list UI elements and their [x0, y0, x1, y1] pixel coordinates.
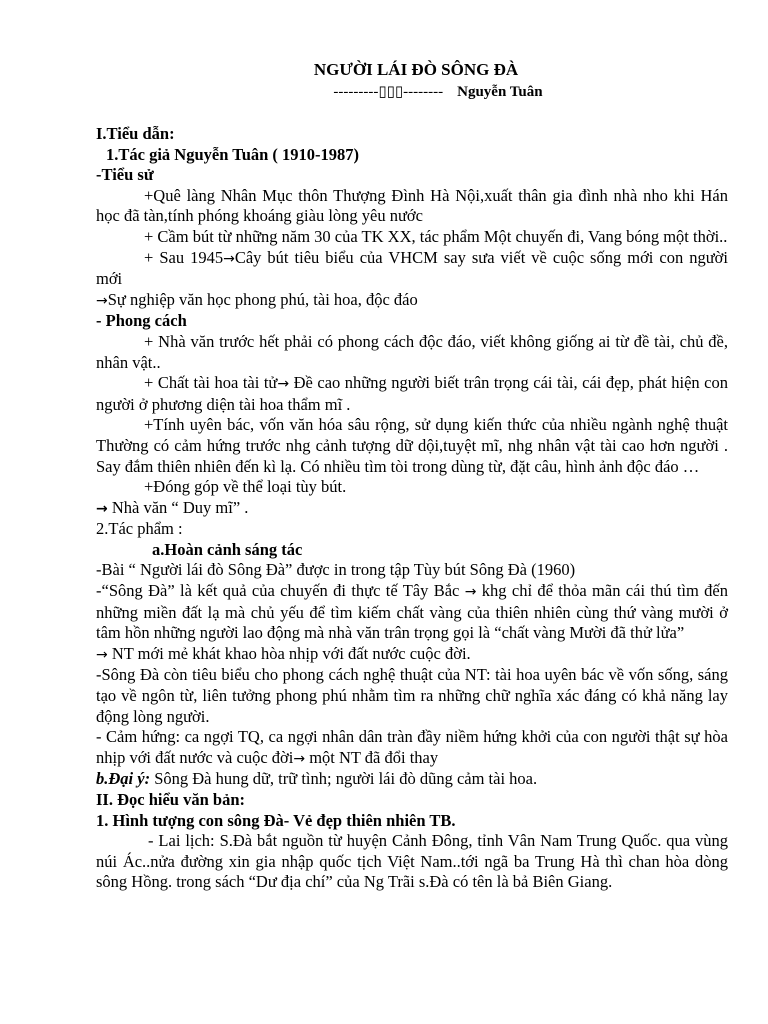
text-cam-hung: - Cảm hứng: ca ngợi TQ, ca ngợi nhân dân tràn đầy niềm hứng khởi của con người thật sự hòa nhịp với đất nước và cuộc đời — [96, 727, 728, 767]
arrow-icon: → — [96, 500, 108, 517]
arrow-icon: → — [464, 584, 477, 601]
paragraph-lai-lich: - Lai lịch: S.Đà bắt nguồn từ huyện Cảnh Đông, tỉnh Vân Nam Trung Quốc. qua vùng núi Ác..nửa đường xin gia nhập quốc tịch Việt Nam..tới ngã ba Trung Hà thì chan hòa dòng sông Hồng. trong sách “Dư địa chí” của Ng Trãi s.Đà có tên là bả Biên Giang. — [96, 831, 728, 892]
heading-hinh-tuong: 1. Hình tượng con sông Đà- Vẻ đẹp thiên nhiên TB. — [96, 810, 456, 830]
author-name: Nguyễn Tuân — [457, 84, 543, 100]
arrow-icon: → — [223, 250, 235, 267]
text-duy-mi: Nhà văn “ Duy mĩ” . — [107, 497, 249, 517]
paragraph-song-da-ket-qua — [96, 581, 728, 644]
heading-tac-gia: 1.Tác giả Nguyễn Tuân ( 1910-1987) — [106, 144, 360, 164]
paragraph-khat-khao — [96, 644, 728, 666]
text-ket-qua: -“Sông Đà” là kết quả của chuyến đi thực tế Tây Bắc — [96, 581, 465, 601]
paragraph-tai-hoa — [96, 373, 728, 415]
dai-y-text: Sông Đà hung dữ, trữ tình; người lái đò dũng cảm tài hoa. — [150, 769, 538, 789]
paragraph-uyen-bac: +Tính uyên bác, vốn văn hóa sâu rộng, sử dụng kiến thức của nhiều ngành nghệ thuật Thường có cảm hứng trước nhg cảnh tượng dữ dội,tuyệt mĩ, nhg nhân vật tài cao hơn người . Say đắm thiên nhiên đến kì lạ. Có nhiều tìm tòi trong dùng từ, đặt câu, hình ảnh độc đáo … — [96, 415, 728, 476]
document-page — [96, 58, 728, 893]
text-khg-chi: khg chỉ để thỏa mãn cái thú tìm đến những miền đất lạ mà chủ yếu để tìm kiếm chất vàng của thiên nhiên cùng thứ vàng mười ở tâm hồn những người lao động mà nhà văn trân trọng gọi là “chất vàng Mười đã thử lửa” — [96, 581, 728, 643]
paragraph-dai-y — [96, 769, 728, 790]
byline-separator: ---------▯▯▯-------- — [333, 84, 444, 100]
heading-tac-pham: 2.Tác phẩm : — [96, 519, 183, 539]
arrow-icon: → — [293, 750, 306, 767]
dai-y-label: b.Đại ý: — [96, 769, 151, 789]
paragraph-cam-hung — [96, 727, 728, 769]
heading-phong-cach: - Phong cách — [96, 311, 187, 331]
paragraph-duy-mi — [96, 498, 728, 520]
paragraph-sau-1945 — [96, 248, 728, 290]
paragraph-phong-cach-doc-dao: + Nhà văn trước hết phải có phong cách độc đáo, viết không giống ai từ đề tài, chủ đề, nhân vật.. — [96, 331, 728, 372]
arrow-icon: → — [96, 292, 108, 309]
byline — [96, 82, 728, 102]
text-cay-but: Cây bút tiêu biểu của VHCM say sưa viết về cuộc sống mới con người mới — [96, 247, 728, 289]
paragraph-que-lang: +Quê làng Nhân Mục thôn Thượng Đình Hà Nội,xuất thân gia đình nhà nho khi Hán học đã tàn,tính phóng khoáng giàu lòng yêu nước — [96, 185, 728, 226]
arrow-icon: → — [277, 376, 290, 393]
text-sau-1945: + Sau 1945 — [144, 247, 224, 267]
text-khat-khao: NT mới mẻ khát khao hòa nhịp với đất nước cuộc đời. — [107, 643, 471, 663]
paragraph-cam-but: + Cầm bút từ những năm 30 của TK XX, tác phẩm Một chuyến đi, Vang bóng một thời.. — [144, 226, 728, 246]
heading-doc-hieu: II. Đọc hiểu văn bản: — [96, 790, 245, 809]
paragraph-bai-in: -Bài “ Người lái đò Sông Đà” được in trong tập Tùy bút Sông Đà (1960) — [96, 560, 576, 580]
paragraph-su-nghiep — [96, 290, 728, 312]
paragraph-tuy-but: +Đóng góp về thể loại tùy bút. — [144, 477, 347, 497]
text-doi-thay: một NT đã đổi thay — [305, 747, 439, 767]
heading-tieu-dan: I.Tiểu dẫn: — [96, 124, 175, 143]
text-su-nghiep: Sự nghiệp văn học phong phú, tài hoa, độc đáo — [107, 289, 418, 309]
document-title: NGƯỜI LÁI ĐÒ SÔNG ĐÀ — [313, 60, 519, 79]
paragraph-tieu-bieu: -Sông Đà còn tiêu biểu cho phong cách nghệ thuật của NT: tài hoa uyên bác về vốn sống, sáng tạo về ngôn từ, liên tưởng phong phú nhằm tìm ra những chữ nghĩa xác đáng có khả năng lay động lòng người. — [96, 665, 728, 726]
heading-hoan-canh: a.Hoàn cảnh sáng tác — [152, 539, 303, 559]
heading-tieu-su: -Tiểu sử — [96, 165, 154, 185]
arrow-icon: → — [96, 646, 108, 663]
text-de-cao: Đề cao những người biết trân trọng cái tài, cái đẹp, phát hiện con người ở phương diện tài hoa thẩm mĩ . — [96, 373, 728, 414]
text-tai-hoa: + Chất tài hoa tài tử — [144, 373, 278, 393]
